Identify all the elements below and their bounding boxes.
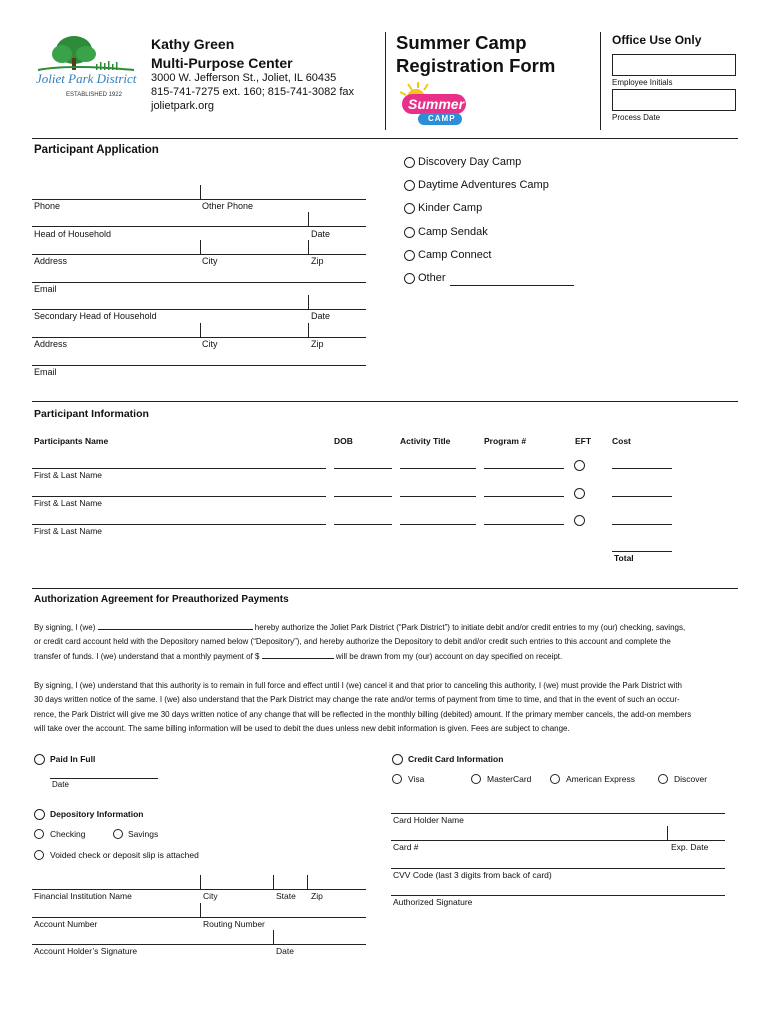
authorization-p1-line3 (34, 653, 562, 661)
field-tick (308, 323, 309, 337)
address2-label: Address (34, 339, 68, 349)
participant-application-title: Participant Application (34, 144, 159, 156)
p1-line1-start: By signing, I (we) (34, 623, 98, 632)
fi-zip-label: Zip (311, 891, 323, 901)
secondary-head-label: Secondary Head of Household (34, 311, 157, 321)
authorization-title: Authorization Agreement for Preauthorized Payments (34, 594, 289, 605)
authorizer-name-blank[interactable] (98, 629, 253, 630)
p1-line1-end: hereby authorize the Joliet Park District (“Park District”) to initiate debit and/or credit entries to my (our) checking, savings, (252, 623, 686, 632)
total-label: Total (614, 553, 634, 563)
field-tick (308, 240, 309, 254)
head-of-household-field[interactable] (32, 226, 366, 227)
mastercard-label: MasterCard (487, 774, 532, 784)
field-tick (200, 323, 201, 337)
mastercard-radio[interactable] (471, 774, 481, 784)
paid-in-full-radio[interactable] (34, 754, 45, 765)
address-label: Address (34, 256, 68, 266)
section-divider (32, 401, 738, 402)
total-field[interactable] (612, 551, 672, 552)
field-tick (308, 295, 309, 309)
paid-in-full-date-field[interactable] (50, 778, 158, 779)
fi-city-label: City (203, 891, 218, 901)
office-divider (600, 32, 601, 130)
voided-check-label: Voided check or deposit slip is attached (50, 850, 199, 860)
field-tick (307, 875, 308, 889)
card-holder-name-field[interactable] (391, 813, 725, 814)
field-tick (200, 185, 201, 199)
camp-label-other: Other (418, 272, 446, 284)
header-divider (385, 32, 386, 130)
savings-label: Savings (128, 829, 159, 839)
checking-radio[interactable] (34, 829, 44, 839)
participant-name-label: First & Last Name (34, 498, 103, 508)
account-number-label: Account Number (34, 919, 98, 929)
p1-line3-end: will be drawn from my (our) account on day specified on receipt. (333, 652, 563, 661)
field-tick (308, 212, 309, 226)
email2-field[interactable] (32, 365, 366, 366)
form-title-line1: Summer Camp (396, 32, 527, 53)
participant-activity-field[interactable] (400, 524, 476, 525)
card-number-field[interactable] (391, 840, 725, 841)
secondary-head-field[interactable] (32, 309, 366, 310)
center-address: 3000 W. Jefferson St., Joliet, IL 60435 (151, 72, 337, 84)
routing-number-label: Routing Number (203, 919, 265, 929)
process-date-field[interactable] (612, 89, 736, 111)
other-phone-label: Other Phone (202, 201, 254, 211)
email2-label: Email (34, 367, 57, 377)
camp-radio-other[interactable] (404, 273, 415, 284)
field-tick (273, 875, 274, 889)
participant-name-field[interactable] (32, 468, 326, 469)
credit-card-info-label: Credit Card Information (408, 754, 504, 764)
address-field[interactable] (32, 254, 366, 255)
american-express-radio[interactable] (550, 774, 560, 784)
camp-radio-kinder[interactable] (404, 203, 415, 214)
camp-radio-connect[interactable] (404, 250, 415, 261)
process-date-label: Process Date (612, 113, 661, 122)
date-label: Date (311, 229, 331, 239)
form-title-line2: Registration Form (396, 55, 556, 76)
authorization-p1-line1 (34, 624, 685, 632)
center-name-line1: Kathy Green (151, 36, 235, 52)
camp-other-field[interactable] (450, 285, 574, 286)
discover-label: Discover (674, 774, 708, 784)
camp-label-kinder: Kinder Camp (418, 202, 483, 214)
participant-cost-field[interactable] (612, 468, 672, 469)
phone-label: Phone (34, 201, 61, 211)
exp-date-label: Exp. Date (671, 842, 709, 852)
participant-program-field[interactable] (484, 496, 564, 497)
employee-initials-field[interactable] (612, 54, 736, 76)
camp-label-daytime-adventures: Daytime Adventures Camp (418, 179, 549, 191)
participant-dob-field[interactable] (334, 496, 392, 497)
financial-institution-field[interactable] (32, 889, 366, 890)
cvv-field[interactable] (391, 868, 725, 869)
head-of-household-label: Head of Household (34, 229, 112, 239)
summer-camp-logo-bottom: CAMP (428, 114, 456, 123)
col-dob: DOB (334, 436, 353, 446)
col-activity-title: Activity Title (400, 436, 451, 446)
phone-field[interactable] (32, 199, 366, 200)
visa-label: Visa (408, 774, 425, 784)
participant-activity-field[interactable] (400, 496, 476, 497)
account-holder-signature-label: Account Holder’s Signature (34, 946, 138, 956)
authorization-p2-line4: will take over the account. The same billing information will be used to debit the dues unless new debit information is given. Fees are subject to change. (34, 724, 570, 733)
monthly-payment-blank[interactable] (262, 658, 334, 659)
cvv-label: CVV Code (last 3 digits from back of card) (393, 870, 552, 880)
col-eft: EFT (575, 436, 592, 446)
participant-cost-field[interactable] (612, 496, 672, 497)
credit-card-info-radio[interactable] (392, 754, 403, 765)
employee-initials-label: Employee Initials (612, 78, 673, 87)
authorization-p2-line1: By signing, I (we) understand that this authority is to remain in full force and effect until I (we) cancel it and that prior to canceling this authority, I (we) must provide the Park District with (34, 681, 682, 690)
col-program-number: Program # (484, 436, 527, 446)
zip-label: Zip (311, 256, 324, 266)
summer-camp-logo-top: Summer (408, 96, 465, 112)
field-tick (200, 240, 201, 254)
address2-field[interactable] (32, 337, 366, 338)
participant-name-label: First & Last Name (34, 470, 103, 480)
center-phone: 815-741-7275 ext. 160; 815-741-3082 fax (151, 86, 355, 98)
field-tick (667, 826, 668, 840)
participant-dob-field[interactable] (334, 524, 392, 525)
p1-line3-start: transfer of funds. I (we) understand that a monthly payment of $ (34, 652, 262, 661)
joliet-park-district-logo (30, 30, 140, 102)
card-holder-name-label: Card Holder Name (393, 815, 464, 825)
center-name-line2: Multi-Purpose Center (151, 55, 293, 71)
participant-eft-radio[interactable] (574, 515, 585, 526)
account-holder-signature-field[interactable] (32, 944, 366, 945)
participant-eft-radio[interactable] (574, 488, 585, 499)
participant-program-field[interactable] (484, 468, 564, 469)
participant-activity-field[interactable] (400, 468, 476, 469)
col-cost: Cost (612, 436, 631, 446)
visa-radio[interactable] (392, 774, 402, 784)
checking-label: Checking (50, 829, 86, 839)
camp-radio-daytime-adventures[interactable] (404, 180, 415, 191)
fi-state-label: State (276, 891, 296, 901)
participant-eft-radio[interactable] (574, 460, 585, 471)
participant-program-field[interactable] (484, 524, 564, 525)
camp-radio-sendak[interactable] (404, 227, 415, 238)
section-divider (32, 138, 738, 139)
logo-established: ESTABLISHED 1922 (66, 92, 122, 98)
city2-label: City (202, 339, 218, 349)
camp-label-connect: Camp Connect (418, 249, 492, 261)
card-number-label: Card # (393, 842, 419, 852)
account-number-field[interactable] (32, 917, 366, 918)
center-website: jolietpark.org (151, 100, 214, 112)
authorization-p1-line2: or credit card account held with the Depository named below (“Depository”), and hereby authorize the Depository to debit and/or credit such entries to this account and complete the (34, 637, 671, 646)
participant-information-title: Participant Information (34, 408, 149, 420)
field-tick (273, 930, 274, 944)
financial-institution-label: Financial Institution Name (34, 891, 132, 901)
authorized-signature-label: Authorized Signature (393, 897, 473, 907)
voided-check-radio[interactable] (34, 850, 44, 860)
participant-name-field[interactable] (32, 524, 326, 525)
participant-name-label: First & Last Name (34, 526, 103, 536)
logo-name: Joliet Park District (36, 71, 137, 86)
field-tick (200, 903, 201, 917)
col-participants-name: Participants Name (34, 436, 109, 446)
authorization-p2-line3: rence, the Park District will give me 30 days written notice of any change that will be reflected in the monthly billing (debited) amount. If the primary member cancels, the add-on members (34, 710, 692, 719)
depository-info-label: Depository Information (50, 809, 144, 819)
savings-radio[interactable] (113, 829, 123, 839)
signature-date-label: Date (276, 946, 294, 956)
date2-label: Date (311, 311, 331, 321)
email-label: Email (34, 284, 57, 294)
authorization-p2-line2: 30 days written notice of the same. I (we) also understand that the Park District may change the rate and/or terms of payment from time to time, and that in the event of such an occur- (34, 695, 680, 704)
field-tick (200, 875, 201, 889)
camp-label-discovery: Discovery Day Camp (418, 156, 522, 168)
email-field[interactable] (32, 282, 366, 283)
section-divider (32, 588, 738, 589)
participant-cost-field[interactable] (612, 524, 672, 525)
summer-camp-logo (396, 80, 470, 128)
authorized-signature-field[interactable] (391, 895, 725, 896)
participant-dob-field[interactable] (334, 468, 392, 469)
camp-radio-discovery[interactable] (404, 157, 415, 168)
paid-in-full-date-label: Date (52, 780, 69, 789)
depository-info-radio[interactable] (34, 809, 45, 820)
city-label: City (202, 256, 218, 266)
discover-radio[interactable] (658, 774, 668, 784)
office-use-title: Office Use Only (612, 33, 702, 47)
camp-label-sendak: Camp Sendak (418, 226, 488, 238)
paid-in-full-label: Paid In Full (50, 754, 96, 764)
zip2-label: Zip (311, 339, 324, 349)
american-express-label: American Express (566, 774, 635, 784)
participant-name-field[interactable] (32, 496, 326, 497)
